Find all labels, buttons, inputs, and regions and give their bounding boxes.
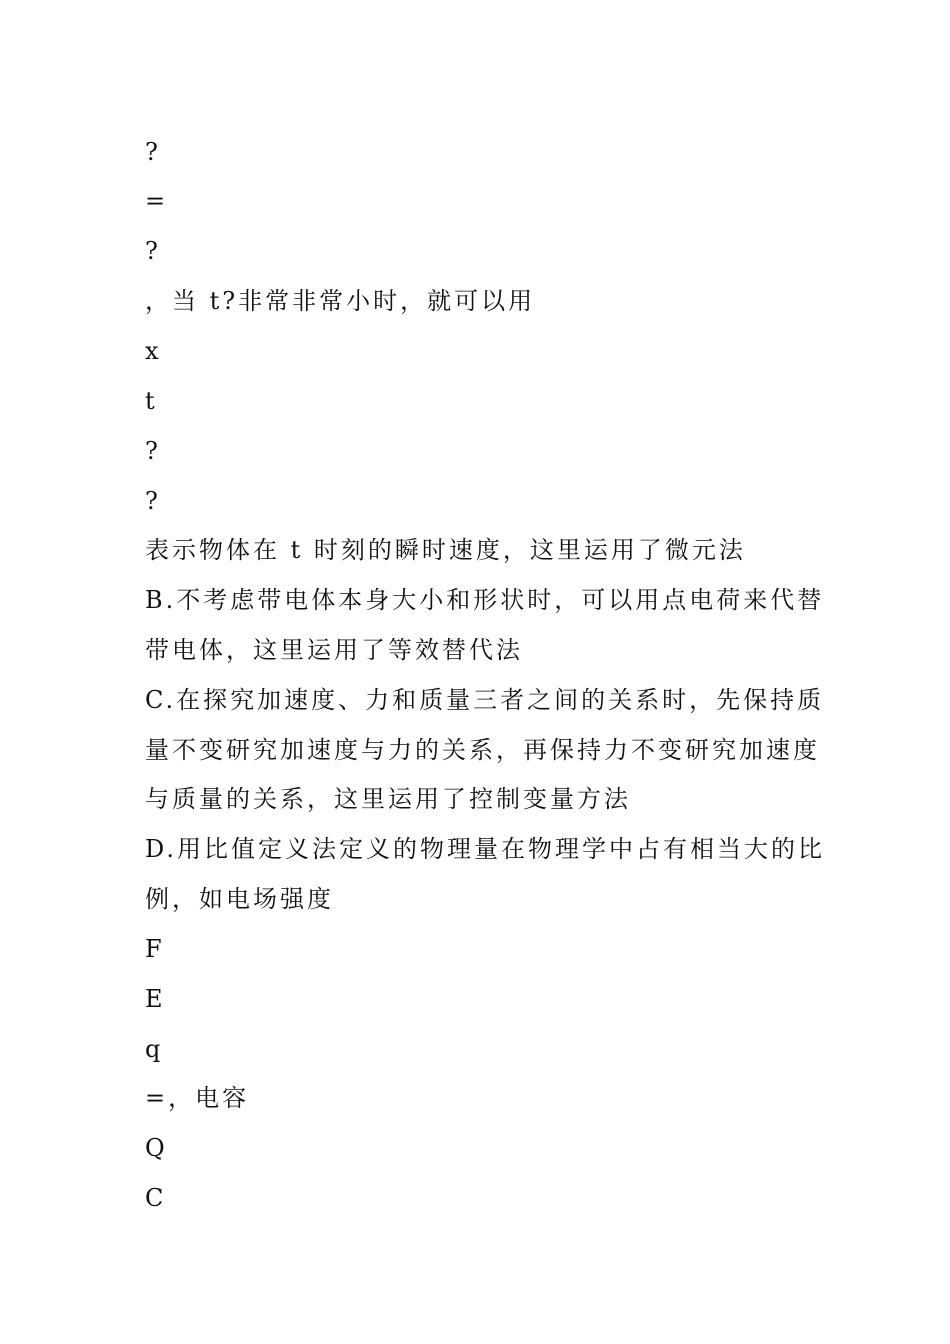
text-line: ? [145,487,159,515]
formula-symbol: q [145,1035,162,1063]
option-c-line-2: 量不变研究加速度与力的关系，再保持力不变研究加速度 [145,736,820,764]
text-line: ，当 t?非常非常小时，就可以用 [145,287,536,315]
option-d-line-1: D.用比值定义法定义的物理量在物理学中占有相当大的比 [145,835,826,863]
text-line: t [145,387,156,415]
text-line: = [145,187,167,215]
option-d-line-2: 例，如电场强度 [145,885,334,913]
text-line: ? [145,138,159,166]
formula-symbol: F [145,935,163,963]
formula-symbol: C [145,1184,165,1212]
option-b-line-1: B.不考虑带电体本身大小和形状时，可以用点电荷来代替 [145,586,825,614]
formula-symbol: E [145,985,164,1013]
option-c-line-3: 与质量的关系，这里运用了控制变量方法 [145,785,631,813]
text-line: x [145,337,160,365]
option-b-line-2: 带电体，这里运用了等效替代法 [145,636,523,664]
text-line: 表示物体在 t 时刻的瞬时速度，这里运用了微元法 [145,536,746,564]
text-line: ? [145,237,159,265]
text-line: ? [145,437,159,465]
option-c-line-1: C.在探究加速度、力和质量三者之间的关系时，先保持质 [145,686,825,714]
formula-symbol: Q [145,1134,166,1162]
text-line: =，电容 [145,1084,250,1112]
